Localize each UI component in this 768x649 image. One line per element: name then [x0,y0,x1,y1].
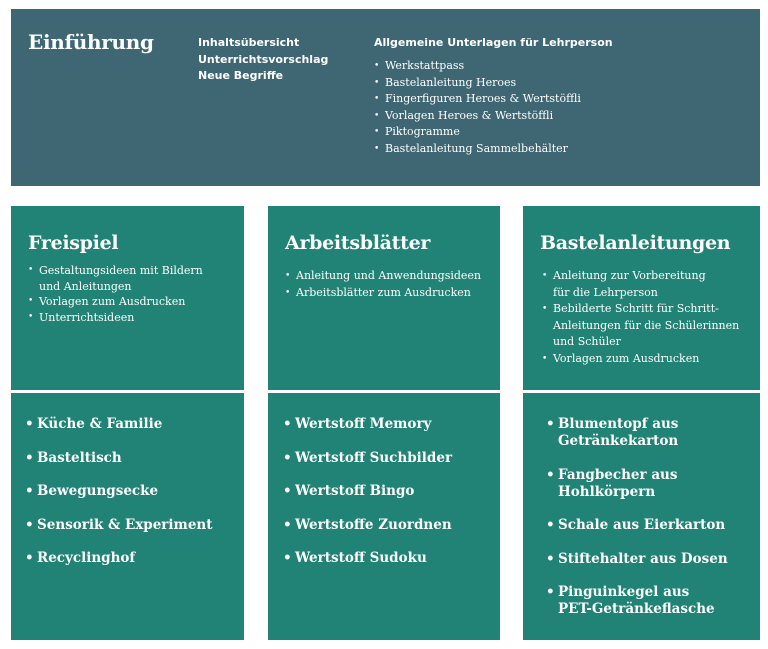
materials-item[interactable]: • Fingerfiguren Heroes & Wertstöffli [374,91,581,108]
station-item[interactable]: • Wertstoff Memory [283,416,452,433]
bastelanleitungen-stations-card [523,393,760,640]
intro-title: Einführung [28,30,154,54]
arbeitsblaetter-info-item[interactable]: • Arbeitsblätter zum Ausdrucken [285,285,481,302]
station-item[interactable]: • Blumentopf aus [546,416,728,433]
station-item[interactable]: • Küche & Familie [25,416,212,433]
station-item[interactable]: • Fangbecher aus [546,467,728,484]
bastelanleitungen-info-item-cont: für die Lehrperson [553,285,658,299]
freispiel-info-item-cont: und Anleitungen [39,279,132,293]
station-item[interactable]: • Sensorik & Experiment [25,517,212,534]
station-item[interactable]: • Wertstoff Suchbilder [283,450,452,467]
freispiel-title: Freispiel [28,232,119,254]
arbeitsblaetter-title: Arbeitsblätter [285,232,431,254]
station-item[interactable]: • Stiftehalter aus Dosen [546,551,728,568]
station-item[interactable]: • Wertstoffe Zuordnen [283,517,452,534]
bastelanleitungen-info-item[interactable]: • Vorlagen zum Ausdrucken [542,351,719,368]
station-item-cont: PET-Getränkeflasche [558,601,715,617]
bastelanleitungen-info-item-cont: und Schüler [553,335,621,349]
freispiel-stations-card [11,393,244,640]
intro-link-new-terms[interactable]: Neue Begriffe [198,69,284,82]
materials-list [374,58,581,158]
station-item[interactable]: • Recyclinghof [25,550,212,567]
station-item[interactable]: • Basteltisch [25,450,212,467]
freispiel-info-item[interactable]: • Gestaltungsideen mit Bildern [28,263,203,279]
intro-link-overview[interactable]: Inhaltsübersicht [198,36,300,49]
bastelanleitungen-info-item[interactable]: • Bebilderte Schritt für Schritt- [542,301,719,318]
freispiel-card [11,206,244,390]
bastelanleitungen-card [523,206,760,390]
station-item[interactable]: • Bewegungsecke [25,483,212,500]
freispiel-info-list [28,263,203,325]
materials-item[interactable]: • Werkstattpass [374,58,581,75]
freispiel-info-item[interactable]: • Unterrichtsideen [28,310,203,326]
bastelanleitungen-info-item-cont: Anleitungen für die Schülerinnen [553,318,740,332]
station-item-cont: Getränkekarton [558,433,679,449]
intro-links [198,35,328,85]
arbeitsblaetter-info-item[interactable]: • Anleitung und Anwendungsideen [285,268,481,285]
station-item[interactable]: • Schale aus Eierkarton [546,517,728,534]
intro-panel [11,9,760,186]
bastelanleitungen-info-list [542,268,740,368]
station-item[interactable]: • Pinguinkegel aus [546,584,728,601]
materials-item[interactable]: • Bastelanleitung Heroes [374,75,581,92]
freispiel-stations [25,416,212,567]
arbeitsblaetter-stations [283,416,452,567]
materials-heading: Allgemeine Unterlagen für Lehrperson [374,36,613,49]
bastelanleitungen-title: Bastelanleitungen [540,232,731,254]
materials-item[interactable]: • Piktogramme [374,124,581,141]
freispiel-info-item[interactable]: • Vorlagen zum Ausdrucken [28,294,203,310]
materials-item[interactable]: • Vorlagen Heroes & Wertstöffli [374,108,581,125]
station-item[interactable]: • Wertstoff Sudoku [283,550,452,567]
materials-item[interactable]: • Bastelanleitung Sammelbehälter [374,141,581,158]
arbeitsblaetter-card [268,206,500,390]
station-item-cont: Hohlkörpern [558,483,656,500]
bastelanleitungen-stations [546,416,728,618]
station-item[interactable]: • Wertstoff Bingo [283,483,452,500]
arbeitsblaetter-info-list [285,268,481,301]
bastelanleitungen-info-item[interactable]: • Anleitung zur Vorbereitung [542,268,719,285]
intro-link-lesson-plan[interactable]: Unterrichtsvorschlag [198,52,329,66]
arbeitsblaetter-stations-card [268,393,500,640]
